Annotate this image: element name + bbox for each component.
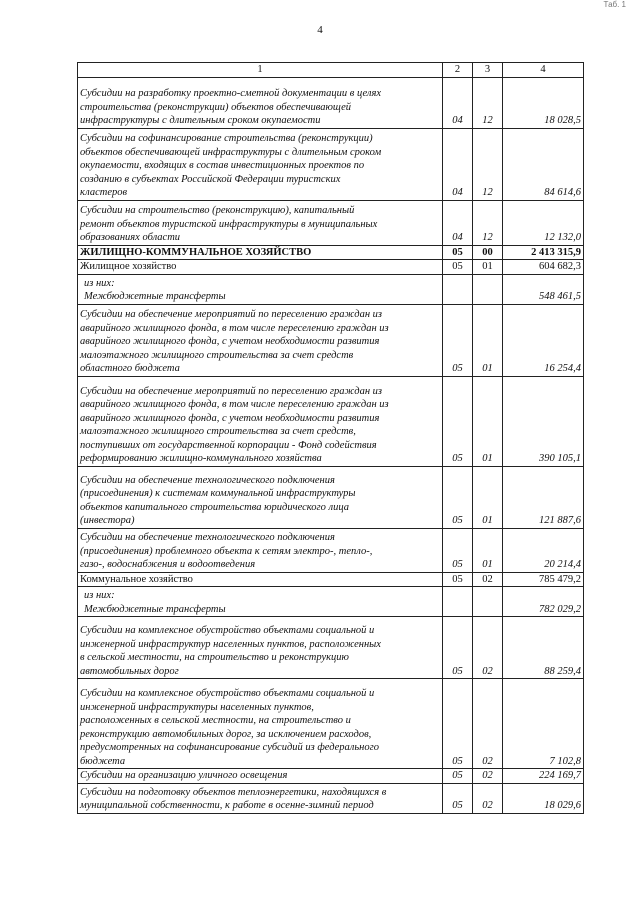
description-line: инженерной инфраструктур населенных пунктов, расположенных <box>80 638 381 650</box>
section-code: 05 <box>443 466 473 528</box>
description-line: Субсидии на подготовку объектов теплоэнергетики, находящихся в <box>80 786 387 798</box>
amount: 785 479,2 <box>503 572 584 587</box>
row-description <box>78 466 443 528</box>
amount: 390 105,1 <box>503 376 584 466</box>
description-line: образованиях области <box>80 232 181 243</box>
section-code <box>443 274 473 304</box>
row-description <box>78 376 443 466</box>
section-code: 05 <box>443 304 473 376</box>
section-code: 05 <box>443 783 473 813</box>
description-line: муниципальной собственности, к работе в осенне-зимний период <box>80 800 374 811</box>
amount: 12 132,0 <box>503 200 584 245</box>
description-line: бюджета <box>80 755 126 767</box>
table-row <box>78 77 584 128</box>
description-line: созданию в субъектах Российской Федерации туристских <box>80 173 341 185</box>
section-code: 05 <box>443 245 473 260</box>
description-line: Субсидии на комплексное обустройство объектами социальной и <box>80 625 375 636</box>
description-line: (присоединения) проблемного объекта к сетям электро-, тепло-, <box>80 545 373 557</box>
description-line: реконструкцию автомобильных дорог, за исключением расходов, <box>80 728 372 740</box>
amount: 548 461,5 <box>503 274 584 304</box>
description-line: областного бюджета <box>80 363 180 374</box>
table-header-row <box>78 63 584 78</box>
row-description <box>78 128 443 200</box>
description-line: аварийного жилищного фонда, с учетом необходимости развития <box>80 336 380 347</box>
description-line: из них: <box>84 277 115 289</box>
description-line: инженерной инфраструктуры населенных пунктов, <box>80 701 314 713</box>
description-line: Субсидии на софинансирование строительства (реконструкции) <box>80 133 373 144</box>
section-code: 04 <box>443 200 473 245</box>
subsection-code: 02 <box>473 572 503 587</box>
row-description <box>78 77 443 128</box>
amount: 18 028,5 <box>503 77 584 128</box>
amount: 121 887,6 <box>503 466 584 528</box>
section-code: 05 <box>443 679 473 769</box>
table-row <box>78 245 584 260</box>
amount: 7 102,8 <box>503 679 584 769</box>
table-row <box>78 466 584 528</box>
subsection-code: 02 <box>473 679 503 769</box>
description-line: объектов обеспечивающей инфраструктуры с длительным сроком <box>80 146 382 158</box>
row-description <box>78 200 443 245</box>
description-line: автомобильных дорог <box>80 665 179 677</box>
amount: 224 169,7 <box>503 769 584 784</box>
table-row <box>78 274 584 304</box>
description-line: Субсидии на обеспечение мероприятий по переселению граждан из <box>80 385 383 397</box>
header-col-4: 4 <box>503 63 584 78</box>
description-line: Субсидии на организацию уличного освещения <box>80 770 288 781</box>
amount: 2 413 315,9 <box>503 245 584 260</box>
header-col-1: 1 <box>78 63 443 78</box>
subsection-code: 12 <box>473 77 503 128</box>
row-description <box>78 274 443 304</box>
description-line: Межбюджетные трансферты <box>84 603 226 615</box>
table-row <box>78 617 584 679</box>
description-line: (присоединения) к системам коммунальной инфраструктуры <box>80 488 356 499</box>
description-line: аварийного жилищного фонда, в том числе переселению граждан из <box>80 399 389 410</box>
description-line: газо-, водоснабжения и водоотведения <box>80 559 256 570</box>
subsection-code: 12 <box>473 128 503 200</box>
subsection-code: 02 <box>473 783 503 813</box>
header-col-2: 2 <box>443 63 473 78</box>
row-description <box>78 304 443 376</box>
page-number: 4 <box>317 24 323 36</box>
row-description <box>78 783 443 813</box>
budget-table <box>77 62 584 814</box>
row-description <box>78 572 443 587</box>
table-row <box>78 587 584 617</box>
table-row <box>78 769 584 784</box>
description-line: строительства (реконструкции) объектов обеспечивающей <box>80 101 351 113</box>
amount: 84 614,6 <box>503 128 584 200</box>
row-description <box>78 587 443 617</box>
description-line: из них: <box>84 590 115 601</box>
amount: 604 682,3 <box>503 260 584 275</box>
table-row <box>78 572 584 587</box>
description-line: ремонт объектов туристской инфраструктуры в муниципальных <box>80 218 378 230</box>
description-line: Субсидии на разработку проектно-сметной документации в целях <box>80 88 382 99</box>
description-line: окупаемости, входящих в состав инвестиционных проектов по <box>80 160 365 171</box>
description-line: объектов капитального строительства юридического лица <box>80 501 349 513</box>
description-line: Субсидии на строительство (реконструкцию), капитальный <box>80 205 355 216</box>
description-line: кластеров <box>80 187 128 198</box>
description-line: Субсидии на обеспечение технологического подключения <box>80 474 335 486</box>
amount: 20 214,4 <box>503 528 584 572</box>
subsection-code: 00 <box>473 245 503 260</box>
table-row <box>78 200 584 245</box>
description-line: Субсидии на обеспечение мероприятий по переселению граждан из <box>80 309 383 320</box>
description-line: малоэтажного жилищного строительства за счет средств <box>80 349 354 361</box>
description-line: ЖИЛИЩНО-КОММУНАЛЬНОЕ ХОЗЯЙСТВО <box>80 246 312 258</box>
amount: 16 254,4 <box>503 304 584 376</box>
section-code: 04 <box>443 128 473 200</box>
subsection-code: 01 <box>473 376 503 466</box>
section-code: 05 <box>443 572 473 587</box>
table-row <box>78 528 584 572</box>
description-line: малоэтажного жилищного строительства за счет средств, <box>80 426 356 437</box>
subsection-code: 02 <box>473 617 503 679</box>
row-description <box>78 528 443 572</box>
row-description <box>78 769 443 784</box>
table-row <box>78 679 584 769</box>
description-line: аварийного жилищного фонда, в том числе переселению граждан из <box>80 322 389 334</box>
description-line: Жилищное хозяйство <box>80 261 177 272</box>
subsection-code <box>473 587 503 617</box>
row-description <box>78 617 443 679</box>
table-row <box>78 783 584 813</box>
description-line: расположенных в сельской местности, на строительство и <box>80 715 351 726</box>
subsection-code: 01 <box>473 528 503 572</box>
subsection-code: 12 <box>473 200 503 245</box>
description-line: инфраструктуры с длительным сроком окупаемости <box>80 115 321 126</box>
description-line: предусмотренных на софинансирование субсидий из федерального <box>80 742 379 753</box>
table-row <box>78 128 584 200</box>
amount: 88 259,4 <box>503 617 584 679</box>
corner-mark: Таб. 1 <box>603 0 626 9</box>
section-code: 05 <box>443 617 473 679</box>
section-code: 05 <box>443 528 473 572</box>
amount: 782 029,2 <box>503 587 584 617</box>
description-line: реформированию жилищно-коммунального хозяйства <box>80 453 322 464</box>
description-line: Субсидии на обеспечение технологического подключения <box>80 532 335 543</box>
subsection-code: 01 <box>473 304 503 376</box>
section-code: 05 <box>443 769 473 784</box>
table-row <box>78 304 584 376</box>
subsection-code: 02 <box>473 769 503 784</box>
subsection-code: 01 <box>473 260 503 275</box>
section-code: 04 <box>443 77 473 128</box>
row-description <box>78 260 443 275</box>
section-code: 05 <box>443 376 473 466</box>
description-line: (инвестора) <box>80 515 135 526</box>
description-line: аварийного жилищного фонда, с учетом необходимости развития <box>80 412 380 424</box>
description-line: в сельской местности, на строительство и реконструкцию <box>80 652 349 663</box>
section-code: 05 <box>443 260 473 275</box>
description-line: Субсидии на комплексное обустройство объектами социальной и <box>80 688 375 699</box>
header-col-3: 3 <box>473 63 503 78</box>
subsection-code <box>473 274 503 304</box>
amount: 18 029,6 <box>503 783 584 813</box>
table-row <box>78 376 584 466</box>
row-description <box>78 245 443 260</box>
table-row <box>78 260 584 275</box>
section-code <box>443 587 473 617</box>
description-line: Коммунальное хозяйство <box>80 573 193 585</box>
description-line: поступивших от государственной корпорации - Фонд содействия <box>80 439 377 451</box>
row-description <box>78 679 443 769</box>
subsection-code: 01 <box>473 466 503 528</box>
description-line: Межбюджетные трансферты <box>84 291 226 302</box>
